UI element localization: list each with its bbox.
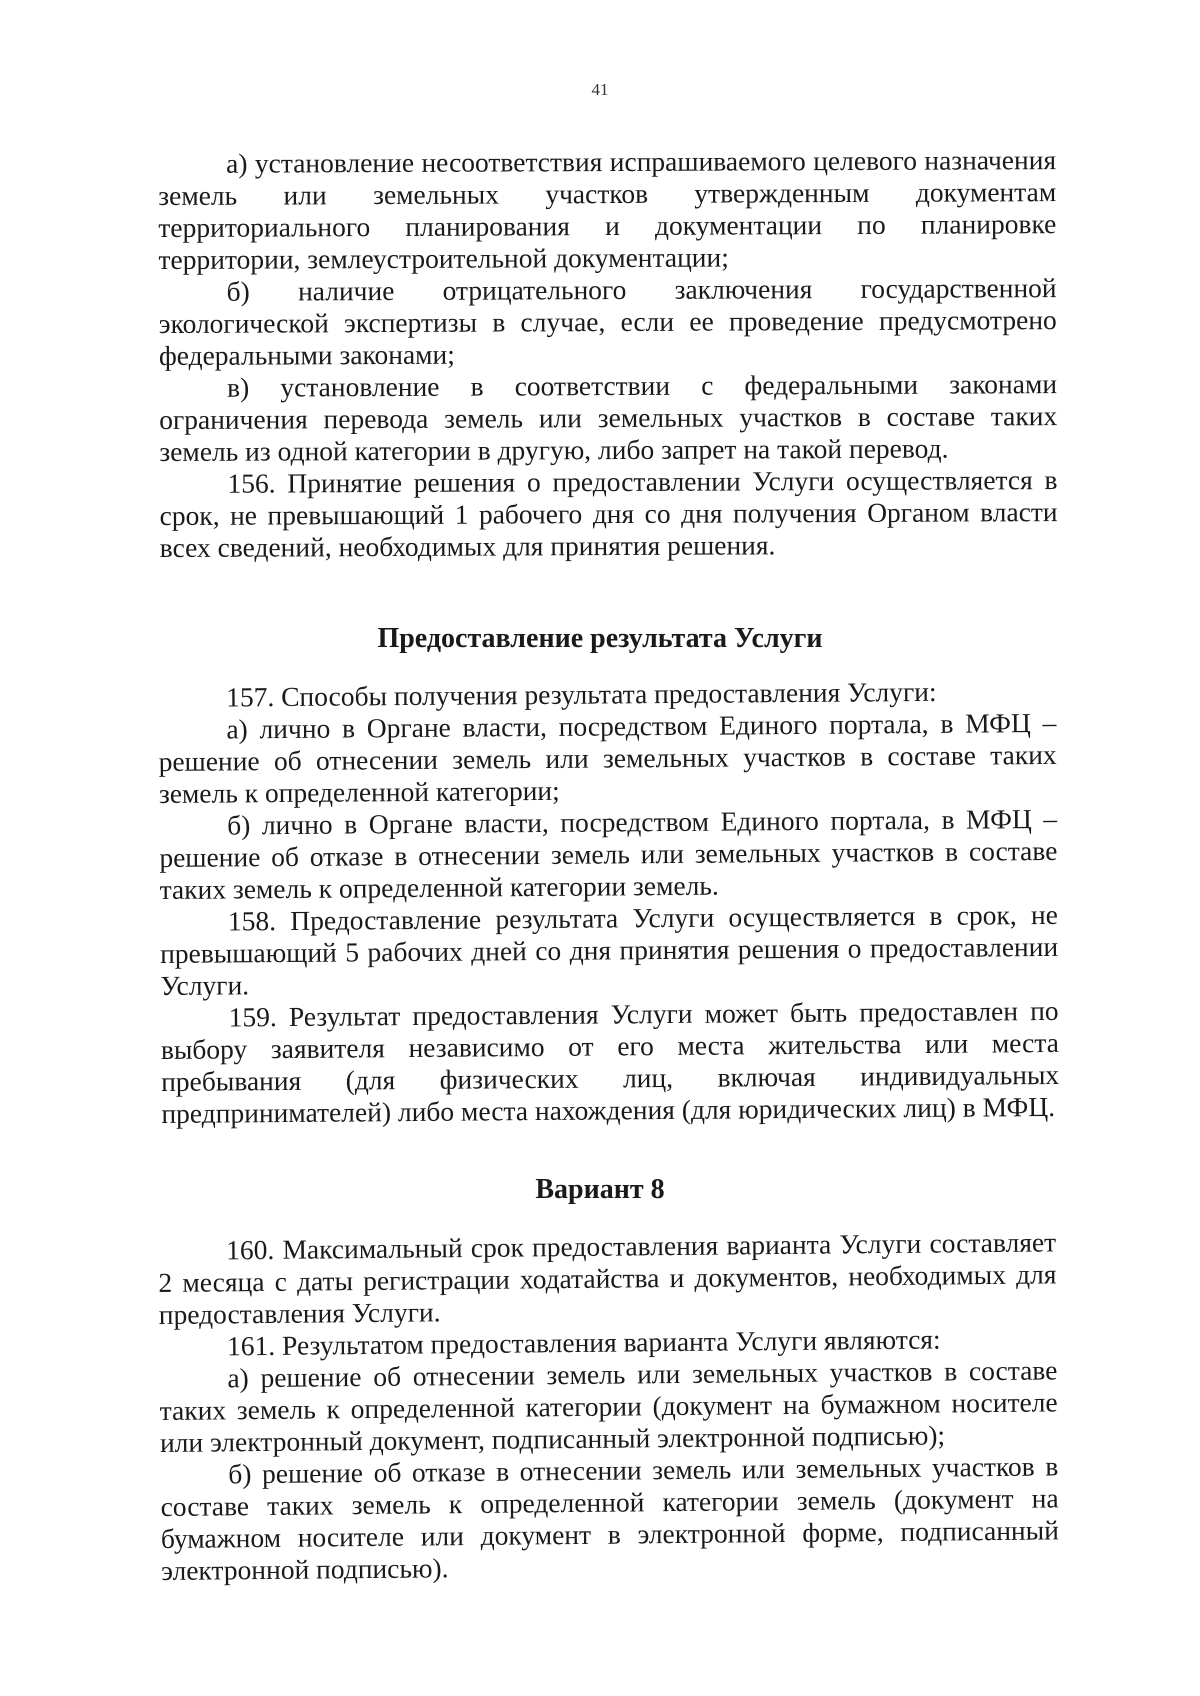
paragraph-160: 160. Максимальный срок предоставления варианта Услуги составляет 2 месяца с даты регистрации ходатайства и документов, необходимых для предоставления Услуги.: [158, 1226, 1057, 1330]
paragraph-161-a: а) решение об отнесении земель или земельных участков в составе таких земель к определенной категории (документ на бумажном носителе или электронный документ, подписанный электронной подписью);: [159, 1354, 1058, 1458]
section-heading-result: Предоставление результата Услуги: [377, 623, 823, 654]
section-refusal-grounds: [158, 144, 1058, 564]
paragraph-157: 157. Способы получения результата предоставления Услуги:: [225, 675, 937, 713]
page-number: 41: [591, 80, 609, 99]
paragraph-a-refusal: а) установление несоответствия испрашиваемого целевого назначения земель или земельных участков утвержденным документам территориального планирования и документации по планировке территории, землеустроительной документации;: [158, 144, 1057, 275]
paragraph-157-a: а) лично в Органе власти, посредством Единого портала, в МФЦ – решение об отнесении земель или земельных участков в составе таких земель к определенной категории;: [158, 706, 1057, 809]
paragraph-161-b: б) решение об отказе в отнесении земель или земельных участков в составе таких земель к определенной категории земель (документ на бумажном носителе или документ в электронной форме, подписанный электронной подписью).: [160, 1450, 1060, 1586]
paragraph-159: 159. Результат предоставления Услуги может быть предоставлен по выбору заявителя независимо от его места жительства или места пребывания (для физических лиц, включая индивидуальных предпринимателей) либо места нахождения (для юридических лиц) в МФЦ.: [160, 994, 1060, 1129]
paragraph-157-b: б) лично в Органе власти, посредством Единого портала, в МФЦ – решение об отказе в отнесении земель или земельных участков в составе таких земель к определенной категории земель.: [159, 802, 1058, 905]
section-variant-8: [158, 1226, 1059, 1587]
paragraph-c-refusal: в) установление в соответствии с федеральными законами ограничения перевода земель или земельных участков в составе таких земель из одной категории в другую, либо запрет на такой перевод.: [159, 368, 1058, 467]
paragraph-156: 156. Принятие решения о предоставлении Услуги осуществляется в срок, не превышающий 1 рабочего дня со дня получения Органом власти всех сведений, необходимых для принятия решения.: [159, 464, 1058, 563]
paragraph-b-refusal: б) наличие отрицательного заключения государственной экологической экспертизы в случае, если ее проведение предусмотрено федеральными законами;: [158, 272, 1057, 371]
paragraph-158: 158. Предоставление результата Услуги осуществляется в срок, не превышающий 5 рабочих дней со дня принятия решения о предоставлении Услуги.: [160, 898, 1059, 1001]
section-heading-variant-8: Вариант 8: [535, 1174, 665, 1205]
section-result-delivery: [158, 675, 1059, 1130]
paragraph-161: 161. Результатом предоставления варианта Услуги являются:: [226, 1323, 941, 1362]
